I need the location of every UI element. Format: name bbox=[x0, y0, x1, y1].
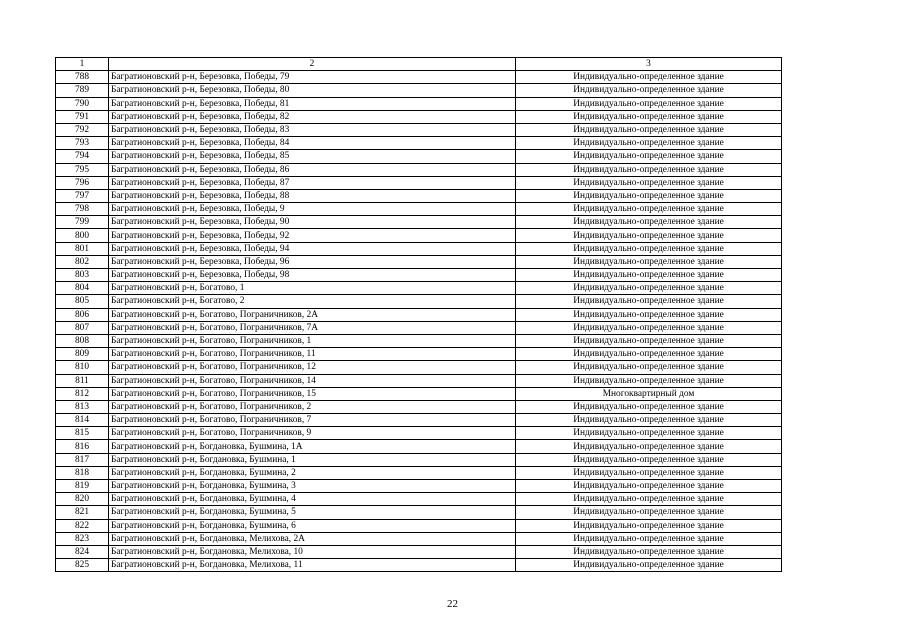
table-row bbox=[56, 203, 782, 216]
row-number-cell: 796 bbox=[56, 176, 109, 189]
address-cell: Багратионовский р-н, Богатово, 2 bbox=[109, 295, 516, 308]
building-type-cell: Индивидуально-определенное здание bbox=[516, 321, 782, 334]
building-type-cell: Индивидуально-определенное здание bbox=[516, 150, 782, 163]
row-number-cell: 789 bbox=[56, 84, 109, 97]
table-row bbox=[56, 532, 782, 545]
building-type-cell: Индивидуально-определенное здание bbox=[516, 545, 782, 558]
table-row bbox=[56, 545, 782, 558]
row-number-cell: 804 bbox=[56, 282, 109, 295]
table-row bbox=[56, 427, 782, 440]
row-number-cell: 821 bbox=[56, 506, 109, 519]
row-number-cell: 808 bbox=[56, 334, 109, 347]
building-type-cell: Индивидуально-определенное здание bbox=[516, 110, 782, 123]
table-row bbox=[56, 400, 782, 413]
row-number-cell: 823 bbox=[56, 532, 109, 545]
address-cell: Багратионовский р-н, Березовка, Победы, 92 bbox=[109, 229, 516, 242]
building-type-cell: Индивидуально-определенное здание bbox=[516, 255, 782, 268]
building-type-cell: Индивидуально-определенное здание bbox=[516, 216, 782, 229]
row-number-cell: 820 bbox=[56, 493, 109, 506]
row-number-cell: 810 bbox=[56, 361, 109, 374]
row-number-cell: 819 bbox=[56, 480, 109, 493]
address-cell: Багратионовский р-н, Березовка, Победы, 86 bbox=[109, 163, 516, 176]
table-row bbox=[56, 295, 782, 308]
table-row bbox=[56, 387, 782, 400]
header-cell-2: 2 bbox=[109, 58, 516, 71]
building-type-cell: Индивидуально-определенное здание bbox=[516, 163, 782, 176]
table-row bbox=[56, 123, 782, 136]
building-type-cell: Индивидуально-определенное здание bbox=[516, 400, 782, 413]
row-number-cell: 791 bbox=[56, 110, 109, 123]
address-cell: Багратионовский р-н, Богдановка, Бушмина, 4 bbox=[109, 493, 516, 506]
row-number-cell: 798 bbox=[56, 203, 109, 216]
row-number-cell: 800 bbox=[56, 229, 109, 242]
address-cell: Багратионовский р-н, Богдановка, Мелихова, 2А bbox=[109, 532, 516, 545]
address-cell: Багратионовский р-н, Богатово, Пограничников, 11 bbox=[109, 348, 516, 361]
table-row bbox=[56, 229, 782, 242]
building-type-cell: Индивидуально-определенное здание bbox=[516, 559, 782, 572]
header-cell-1: 1 bbox=[56, 58, 109, 71]
table-row bbox=[56, 493, 782, 506]
building-type-cell: Индивидуально-определенное здание bbox=[516, 414, 782, 427]
address-cell: Багратионовский р-н, Березовка, Победы, 79 bbox=[109, 71, 516, 84]
address-cell: Багратионовский р-н, Березовка, Победы, 90 bbox=[109, 216, 516, 229]
row-number-cell: 818 bbox=[56, 466, 109, 479]
building-type-cell: Индивидуально-определенное здание bbox=[516, 532, 782, 545]
building-type-cell: Индивидуально-определенное здание bbox=[516, 176, 782, 189]
address-cell: Багратионовский р-н, Березовка, Победы, 9 bbox=[109, 203, 516, 216]
table-row bbox=[56, 440, 782, 453]
row-number-cell: 813 bbox=[56, 400, 109, 413]
building-type-cell: Индивидуально-определенное здание bbox=[516, 348, 782, 361]
row-number-cell: 814 bbox=[56, 414, 109, 427]
building-type-cell: Индивидуально-определенное здание bbox=[516, 453, 782, 466]
table-row bbox=[56, 110, 782, 123]
address-cell: Багратионовский р-н, Богатово, Пограничников, 2А bbox=[109, 308, 516, 321]
address-cell: Багратионовский р-н, Богдановка, Бушмина, 3 bbox=[109, 480, 516, 493]
address-cell: Багратионовский р-н, Березовка, Победы, 85 bbox=[109, 150, 516, 163]
row-number-cell: 807 bbox=[56, 321, 109, 334]
table-row bbox=[56, 361, 782, 374]
building-type-cell: Индивидуально-определенное здание bbox=[516, 361, 782, 374]
address-cell: Багратионовский р-н, Богдановка, Бушмина, 2 bbox=[109, 466, 516, 479]
row-number-cell: 809 bbox=[56, 348, 109, 361]
table-row bbox=[56, 269, 782, 282]
row-number-cell: 812 bbox=[56, 387, 109, 400]
address-cell: Багратионовский р-н, Березовка, Победы, 98 bbox=[109, 269, 516, 282]
row-number-cell: 817 bbox=[56, 453, 109, 466]
table-row bbox=[56, 137, 782, 150]
address-cell: Багратионовский р-н, Богатово, Пограничников, 12 bbox=[109, 361, 516, 374]
address-cell: Багратионовский р-н, Березовка, Победы, 96 bbox=[109, 255, 516, 268]
building-type-cell: Индивидуально-определенное здание bbox=[516, 84, 782, 97]
address-cell: Багратионовский р-н, Богдановка, Бушмина, 1А bbox=[109, 440, 516, 453]
row-number-cell: 788 bbox=[56, 71, 109, 84]
table-row bbox=[56, 308, 782, 321]
building-type-cell: Индивидуально-определенное здание bbox=[516, 308, 782, 321]
address-cell: Багратионовский р-н, Березовка, Победы, 83 bbox=[109, 123, 516, 136]
building-type-cell: Индивидуально-определенное здание bbox=[516, 466, 782, 479]
row-number-cell: 825 bbox=[56, 559, 109, 572]
row-number-cell: 794 bbox=[56, 150, 109, 163]
table-row bbox=[56, 71, 782, 84]
table-row bbox=[56, 321, 782, 334]
table-row bbox=[56, 414, 782, 427]
table-row bbox=[56, 97, 782, 110]
building-type-cell: Индивидуально-определенное здание bbox=[516, 97, 782, 110]
table-row bbox=[56, 466, 782, 479]
building-type-cell: Индивидуально-определенное здание bbox=[516, 374, 782, 387]
address-cell: Багратионовский р-н, Березовка, Победы, 84 bbox=[109, 137, 516, 150]
table-row bbox=[56, 334, 782, 347]
row-number-cell: 816 bbox=[56, 440, 109, 453]
table-row bbox=[56, 255, 782, 268]
building-type-cell: Индивидуально-определенное здание bbox=[516, 189, 782, 202]
table-row bbox=[56, 176, 782, 189]
building-type-cell: Индивидуально-определенное здание bbox=[516, 123, 782, 136]
table-row bbox=[56, 242, 782, 255]
row-number-cell: 793 bbox=[56, 137, 109, 150]
address-cell: Багратионовский р-н, Богатово, Пограничников, 14 bbox=[109, 374, 516, 387]
building-type-cell: Индивидуально-определенное здание bbox=[516, 282, 782, 295]
row-number-cell: 801 bbox=[56, 242, 109, 255]
building-type-cell: Индивидуально-определенное здание bbox=[516, 269, 782, 282]
row-number-cell: 797 bbox=[56, 189, 109, 202]
table-row bbox=[56, 506, 782, 519]
row-number-cell: 806 bbox=[56, 308, 109, 321]
row-number-cell: 795 bbox=[56, 163, 109, 176]
building-type-cell: Многоквартирный дом bbox=[516, 387, 782, 400]
building-type-cell: Индивидуально-определенное здание bbox=[516, 506, 782, 519]
address-cell: Багратионовский р-н, Богатово, Пограничников, 7 bbox=[109, 414, 516, 427]
address-cell: Багратионовский р-н, Богатово, 1 bbox=[109, 282, 516, 295]
table-row bbox=[56, 84, 782, 97]
address-cell: Багратионовский р-н, Богдановка, Мелихова, 10 bbox=[109, 545, 516, 558]
address-cell: Багратионовский р-н, Березовка, Победы, 94 bbox=[109, 242, 516, 255]
building-type-cell: Индивидуально-определенное здание bbox=[516, 295, 782, 308]
address-cell: Багратионовский р-н, Богатово, Пограничников, 7А bbox=[109, 321, 516, 334]
table-row bbox=[56, 348, 782, 361]
page-number: 22 bbox=[447, 598, 458, 610]
address-cell: Багратионовский р-н, Богатово, Пограничников, 15 bbox=[109, 387, 516, 400]
building-type-cell: Индивидуально-определенное здание bbox=[516, 71, 782, 84]
building-type-cell: Индивидуально-определенное здание bbox=[516, 480, 782, 493]
row-number-cell: 815 bbox=[56, 427, 109, 440]
address-cell: Багратионовский р-н, Березовка, Победы, 88 bbox=[109, 189, 516, 202]
row-number-cell: 822 bbox=[56, 519, 109, 532]
table-row bbox=[56, 453, 782, 466]
table-row bbox=[56, 282, 782, 295]
table-row bbox=[56, 374, 782, 387]
building-type-cell: Индивидуально-определенное здание bbox=[516, 440, 782, 453]
address-cell: Багратионовский р-н, Богатово, Пограничников, 2 bbox=[109, 400, 516, 413]
building-type-cell: Индивидуально-определенное здание bbox=[516, 203, 782, 216]
row-number-cell: 790 bbox=[56, 97, 109, 110]
table-row bbox=[56, 519, 782, 532]
address-cell: Багратионовский р-н, Березовка, Победы, 87 bbox=[109, 176, 516, 189]
row-number-cell: 824 bbox=[56, 545, 109, 558]
building-type-cell: Индивидуально-определенное здание bbox=[516, 242, 782, 255]
table-row bbox=[56, 189, 782, 202]
building-type-cell: Индивидуально-определенное здание bbox=[516, 519, 782, 532]
address-cell: Багратионовский р-н, Богдановка, Мелихова, 11 bbox=[109, 559, 516, 572]
row-number-cell: 792 bbox=[56, 123, 109, 136]
table-row bbox=[56, 559, 782, 572]
table-row bbox=[56, 163, 782, 176]
building-type-cell: Индивидуально-определенное здание bbox=[516, 229, 782, 242]
address-cell: Багратионовский р-н, Богдановка, Бушмина, 6 bbox=[109, 519, 516, 532]
address-cell: Багратионовский р-н, Богдановка, Бушмина, 5 bbox=[109, 506, 516, 519]
table-row bbox=[56, 150, 782, 163]
address-cell: Багратионовский р-н, Богдановка, Бушмина, 1 bbox=[109, 453, 516, 466]
table-row bbox=[56, 216, 782, 229]
row-number-cell: 803 bbox=[56, 269, 109, 282]
row-number-cell: 805 bbox=[56, 295, 109, 308]
building-type-cell: Индивидуально-определенное здание bbox=[516, 137, 782, 150]
row-number-cell: 811 bbox=[56, 374, 109, 387]
building-type-cell: Индивидуально-определенное здание bbox=[516, 427, 782, 440]
address-cell: Багратионовский р-н, Березовка, Победы, 80 bbox=[109, 84, 516, 97]
address-cell: Багратионовский р-н, Березовка, Победы, 82 bbox=[109, 110, 516, 123]
row-number-cell: 799 bbox=[56, 216, 109, 229]
table-header-row bbox=[56, 58, 782, 71]
building-type-cell: Индивидуально-определенное здание bbox=[516, 334, 782, 347]
header-cell-3: 3 bbox=[516, 58, 782, 71]
address-cell: Багратионовский р-н, Березовка, Победы, 81 bbox=[109, 97, 516, 110]
row-number-cell: 802 bbox=[56, 255, 109, 268]
property-table bbox=[55, 57, 782, 572]
address-cell: Багратионовский р-н, Богатово, Пограничников, 9 bbox=[109, 427, 516, 440]
table-body bbox=[56, 58, 782, 572]
building-type-cell: Индивидуально-определенное здание bbox=[516, 493, 782, 506]
address-cell: Багратионовский р-н, Богатово, Пограничников, 1 bbox=[109, 334, 516, 347]
table-row bbox=[56, 480, 782, 493]
